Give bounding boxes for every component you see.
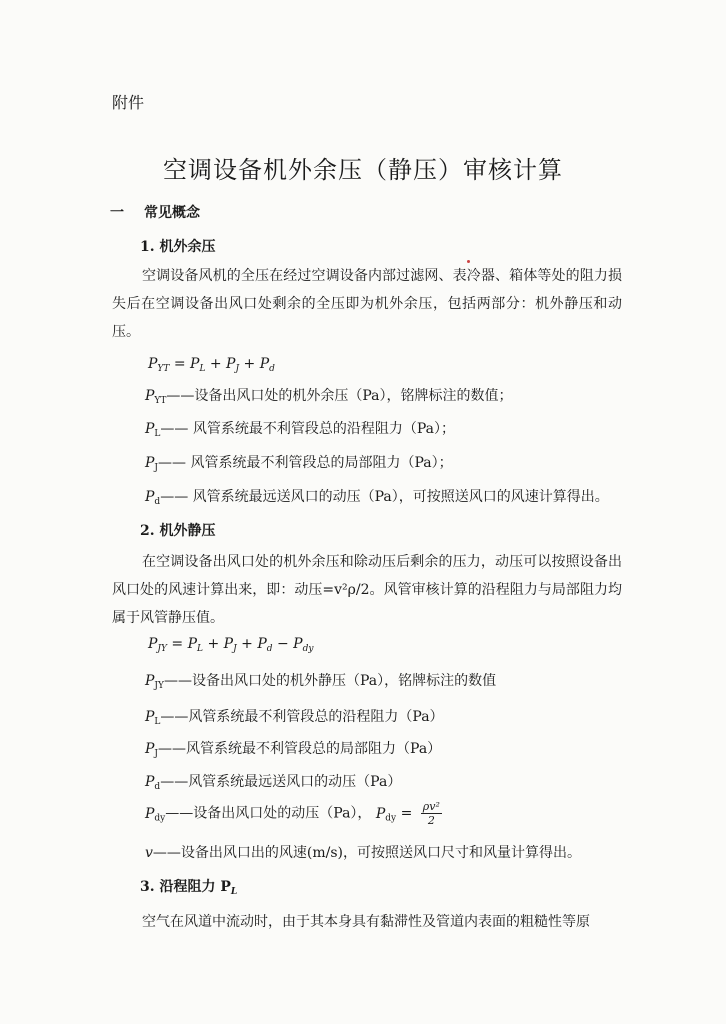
subsection-2-paragraph: 在空调设备出风口处的机外余压和除动压后剩余的压力，动压可以按照设备出风口处的风速计算出来，即：动压=v²ρ/2。风管审核计算的沿程阻力与局部阻力均属于风管静压值。 bbox=[112, 554, 622, 626]
definition-text: ——设备出风口处的机外静压（Pa），铭牌标注的数值 bbox=[163, 673, 497, 689]
definition-subscript: d bbox=[154, 782, 161, 792]
definition-subscript: J bbox=[154, 463, 159, 473]
definition-symbol: P bbox=[145, 774, 155, 790]
subsection-1-paragraph: 空调设备风机的全压在经过空调设备内部过滤网、表冷器、箱体等处的阻力损失后在空调设备出风口处剩余的全压即为机外余压，包括两部分：机外静压和动压。 bbox=[112, 268, 622, 340]
definition-text: —— 风管系统最远送风口的动压（Pa），可按照送风口的风速计算得出。 bbox=[160, 489, 609, 505]
definition-text: ——风管系统最远送风口的动压（Pa） bbox=[160, 774, 402, 790]
definition-subscript: d bbox=[154, 497, 161, 507]
definition-subscript: L bbox=[154, 717, 161, 727]
definition-symbol: P bbox=[145, 421, 155, 437]
definition-subscript: J bbox=[154, 749, 159, 759]
page-title: 空调设备机外余压（静压）审核计算 bbox=[163, 156, 563, 184]
definition-symbol: P bbox=[145, 388, 155, 404]
definition-text: ——风管系统最不利管段总的局部阻力（Pa） bbox=[158, 741, 442, 757]
subsection-3-heading-text: 3. 沿程阻力 P bbox=[140, 879, 231, 895]
definition-row bbox=[145, 418, 455, 439]
definition-row bbox=[145, 385, 513, 406]
definition-row bbox=[145, 842, 581, 863]
definition-symbol: P bbox=[145, 709, 155, 725]
definition-symbol: P bbox=[145, 741, 155, 757]
definition-row bbox=[145, 706, 444, 727]
definition-text: —— 风管系统最不利管段总的局部阻力（Pa）； bbox=[158, 455, 453, 471]
subsection-3-heading bbox=[140, 876, 237, 897]
definition-symbol: P bbox=[145, 489, 155, 505]
definition-subscript: dy bbox=[154, 813, 166, 824]
definition-row bbox=[145, 486, 609, 507]
pdy-formula-subscript: dy bbox=[385, 813, 397, 824]
definition-subscript: JY bbox=[154, 681, 164, 691]
definition-text: —— 风管系统最不利管段总的沿程阻力（Pa）； bbox=[160, 421, 455, 437]
definition-text: ——设备出风口处的机外余压（Pa），铭牌标注的数值； bbox=[166, 388, 513, 404]
definition-row bbox=[145, 738, 441, 759]
pdy-formula-symbol: P bbox=[375, 805, 386, 822]
fraction-numerator: ρv² bbox=[422, 800, 440, 813]
attachment-label: 附件 bbox=[112, 93, 145, 112]
definition-text: ——设备出风口处的动压（Pa）， bbox=[165, 805, 372, 822]
definition-row bbox=[145, 771, 401, 792]
section-1-heading bbox=[110, 202, 200, 222]
definition-symbol: P bbox=[145, 673, 155, 689]
definition-text: ——风管系统最不利管段总的沿程阻力（Pa） bbox=[160, 709, 444, 725]
subsection-1-heading: 1. 机外余压 bbox=[140, 239, 216, 255]
section-1-label: 常见概念 bbox=[144, 205, 200, 221]
subsection-3-heading-subscript: L bbox=[230, 887, 238, 897]
definition-text: ——设备出风口出的风速(m/s)，可按照送风口尺寸和风量计算得出。 bbox=[152, 845, 582, 861]
definition-symbol: P bbox=[145, 805, 155, 822]
subsection-2-heading: 2. 机外静压 bbox=[140, 523, 216, 539]
definition-row: $P_{dy}——$设备出风口处的动压（Pa）， $P_{dy}$ = $\frac{\text{ρv²}}{2}$ bbox=[145, 800, 440, 827]
formula-1: $P_{YT} = P_L + P_J + P_d$ bbox=[148, 356, 275, 374]
definition-subscript: YT bbox=[154, 396, 167, 406]
definition-subscript: L bbox=[154, 429, 161, 439]
definition-symbol: P bbox=[145, 455, 155, 471]
formula-2: $P_{JY} = P_L + P_J + P_d - P_{dy}$ bbox=[148, 636, 314, 654]
fraction-denominator: 2 bbox=[427, 814, 435, 827]
definition-row bbox=[145, 452, 453, 473]
section-1-number: 一 bbox=[110, 205, 124, 221]
pdy-fraction bbox=[421, 800, 442, 827]
subsection-3-paragraph: 空气在风道中流动时，由于其本身具有黏滞性及管道内表面的粗糙性等原 bbox=[142, 914, 590, 930]
definition-row bbox=[145, 670, 496, 691]
definition-symbol: v bbox=[145, 845, 153, 861]
